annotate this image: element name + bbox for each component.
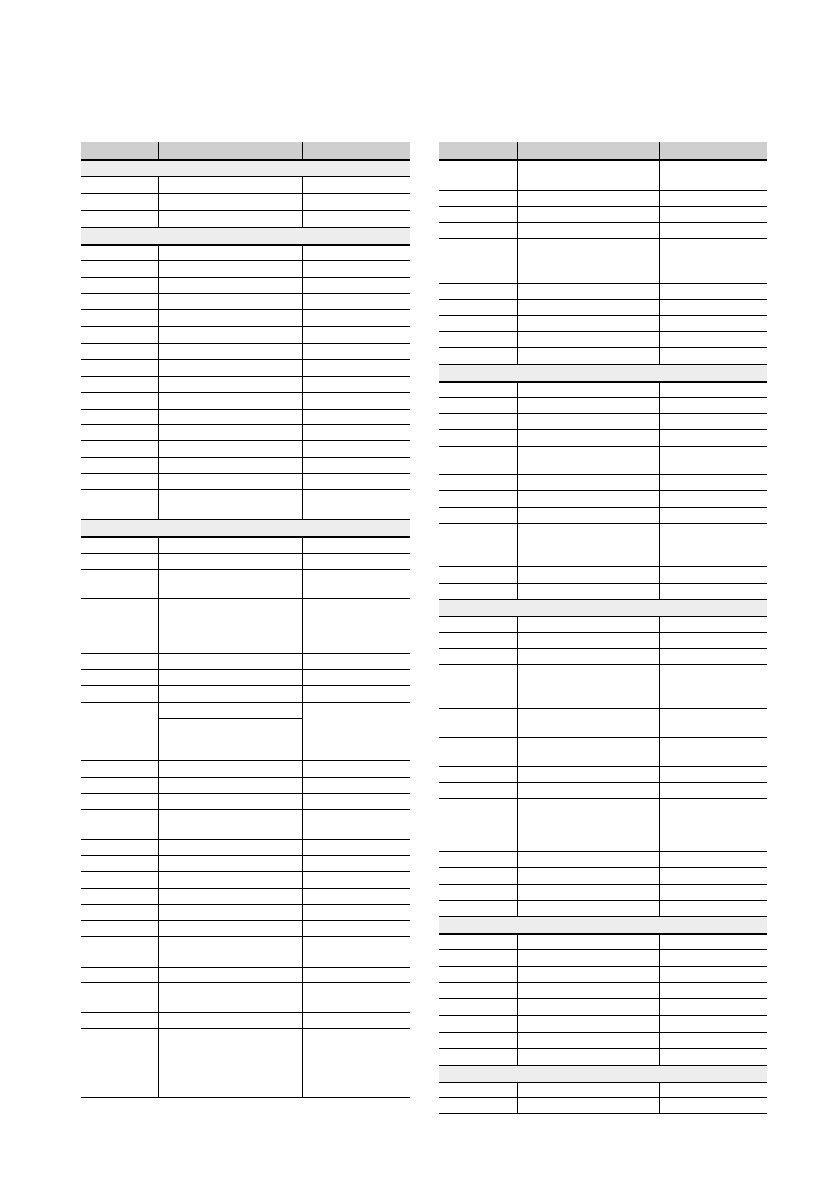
- right-table-column-rule: [659, 1082, 660, 1113]
- left-table-column-rule: [158, 142, 159, 160]
- left-table-section-row: [81, 227, 410, 244]
- left-table-row-rule: [81, 855, 410, 856]
- left-table-row-rule: [81, 392, 410, 393]
- right-table-row-rule: [439, 798, 767, 799]
- right-table-row-rule: [439, 916, 767, 917]
- right-table-row-rule: [439, 381, 767, 383]
- left-table-row-rule: [81, 457, 410, 458]
- left-table-row-rule: [81, 1097, 410, 1098]
- right-table-row-rule: [439, 474, 767, 475]
- right-table-row-rule: [439, 429, 767, 430]
- right-table-row-rule: [439, 664, 767, 665]
- right-table-column-rule: [659, 616, 660, 916]
- right-table-row-rule: [439, 867, 767, 868]
- left-table-row-rule: [81, 669, 410, 670]
- left-table-row-rule: [81, 309, 410, 310]
- right-table-row-rule: [439, 490, 767, 491]
- right-table-row-rule: [439, 507, 767, 508]
- left-table-row-rule: [81, 473, 410, 474]
- left-table-column-rule: [302, 536, 303, 1097]
- right-table-column-rule: [659, 142, 660, 160]
- left-table-row-rule: [81, 904, 410, 905]
- right-table-section-row: [439, 916, 767, 933]
- left-table-row-rule: [81, 424, 410, 425]
- right-table-column-rule: [517, 1082, 518, 1113]
- right-table-column-rule: [517, 160, 518, 364]
- left-table-row-rule: [81, 359, 410, 360]
- left-table-row-rule: [81, 598, 410, 599]
- right-table-row-rule: [439, 949, 767, 950]
- right-table-row-rule: [439, 766, 767, 767]
- left-table-row-rule: [81, 1012, 410, 1013]
- left-table-row-rule: [81, 777, 410, 778]
- right-table-row-rule: [439, 1065, 767, 1066]
- left-table-row-rule: [81, 343, 410, 344]
- left-table-row-rule: [81, 760, 410, 761]
- right-table-row-rule: [439, 283, 767, 284]
- left-table-row-rule: [81, 569, 410, 570]
- left-table-row-rule: [81, 210, 410, 211]
- right-table-row-rule: [439, 190, 767, 191]
- right-table-row-rule: [439, 616, 767, 617]
- right-table-row-rule: [439, 238, 767, 239]
- right-table-row-rule: [439, 1113, 767, 1114]
- right-table-row-rule: [439, 1048, 767, 1049]
- right-table-header-rule: [439, 159, 767, 161]
- right-table-row-rule: [439, 347, 767, 348]
- left-table-row-rule: [81, 936, 410, 937]
- right-table-row-rule: [439, 413, 767, 414]
- left-table-row-rule: [81, 193, 410, 194]
- left-table-row-rule: [158, 718, 302, 719]
- right-table-row-rule: [439, 648, 767, 649]
- left-table-section-row: [81, 160, 410, 176]
- right-table-row-rule: [439, 315, 767, 316]
- left-table-column-rule: [302, 176, 303, 227]
- left-table-row-rule: [81, 227, 410, 228]
- right-table-row-rule: [439, 1032, 767, 1033]
- right-table-section-row: [439, 1065, 767, 1082]
- left-table-row-rule: [81, 260, 410, 261]
- right-table-row-rule: [439, 1015, 767, 1016]
- left-table-column-rule: [158, 244, 159, 519]
- left-table-column-rule: [302, 244, 303, 519]
- right-table-row-rule: [439, 566, 767, 567]
- left-table-row-rule: [81, 888, 410, 889]
- right-table-row-rule: [439, 884, 767, 885]
- left-table-row-rule: [81, 409, 410, 410]
- left-table-row-rule: [81, 1028, 410, 1029]
- right-table-row-rule: [439, 851, 767, 852]
- right-table-column-rule: [517, 381, 518, 599]
- right-table-column-rule: [517, 142, 518, 160]
- left-table-column-rule: [158, 536, 159, 1097]
- left-table-row-rule: [81, 920, 410, 921]
- left-table-row-rule: [81, 982, 410, 983]
- right-table-row-rule: [439, 222, 767, 223]
- right-table-row-rule: [439, 966, 767, 967]
- right-table-row-rule: [439, 782, 767, 783]
- right-table-column-rule: [659, 160, 660, 364]
- right-table-row-rule: [439, 632, 767, 633]
- left-table-row-rule: [81, 839, 410, 840]
- left-table-row-rule: [81, 553, 410, 554]
- right-table-section-row: [439, 599, 767, 616]
- left-table-column-rule: [158, 176, 159, 227]
- right-table-column-rule: [659, 933, 660, 1065]
- right-table-row-rule: [439, 206, 767, 207]
- left-table-row-rule: [81, 440, 410, 441]
- left-table-row-rule: [81, 277, 410, 278]
- left-table-row-rule: [81, 702, 410, 703]
- right-table-row-rule: [439, 523, 767, 524]
- right-table-row-rule: [439, 1097, 767, 1098]
- right-table-row-rule: [439, 446, 767, 447]
- left-table-header-row: [81, 142, 410, 160]
- left-table-header-rule: [81, 159, 410, 161]
- right-table-row-rule: [439, 933, 767, 935]
- right-table-row-rule: [439, 397, 767, 398]
- right-table-row-rule: [439, 900, 767, 901]
- left-table-row-rule: [81, 519, 410, 520]
- left-table-row-rule: [81, 809, 410, 810]
- left-table-row-rule: [81, 536, 410, 538]
- left-table-row-rule: [81, 685, 410, 686]
- left-table-section-row: [81, 519, 410, 536]
- right-table-row-rule: [439, 737, 767, 738]
- left-table-row-rule: [81, 326, 410, 327]
- right-table-section-row: [439, 364, 767, 381]
- left-table-row-rule: [81, 967, 410, 968]
- right-table-row-rule: [439, 982, 767, 983]
- right-table-row-rule: [439, 1082, 767, 1083]
- right-table-row-rule: [439, 364, 767, 365]
- right-table-row-rule: [439, 599, 767, 600]
- right-table-column-rule: [517, 933, 518, 1065]
- left-table-row-rule: [81, 653, 410, 654]
- left-table-row-rule: [81, 244, 410, 246]
- left-table-row-rule: [81, 793, 410, 794]
- right-table-row-rule: [439, 708, 767, 709]
- right-table-header-row: [439, 142, 767, 160]
- left-table-row-rule: [81, 871, 410, 872]
- right-table-column-rule: [517, 616, 518, 916]
- right-table-row-rule: [439, 998, 767, 999]
- right-table-row-rule: [439, 331, 767, 332]
- left-table-row-rule: [81, 376, 410, 377]
- left-table-column-rule: [302, 142, 303, 160]
- left-table-row-rule: [81, 293, 410, 294]
- left-table-row-rule: [81, 176, 410, 177]
- right-table-column-rule: [659, 381, 660, 599]
- left-table-row-rule: [81, 489, 410, 490]
- right-table-row-rule: [439, 299, 767, 300]
- right-table-row-rule: [439, 583, 767, 584]
